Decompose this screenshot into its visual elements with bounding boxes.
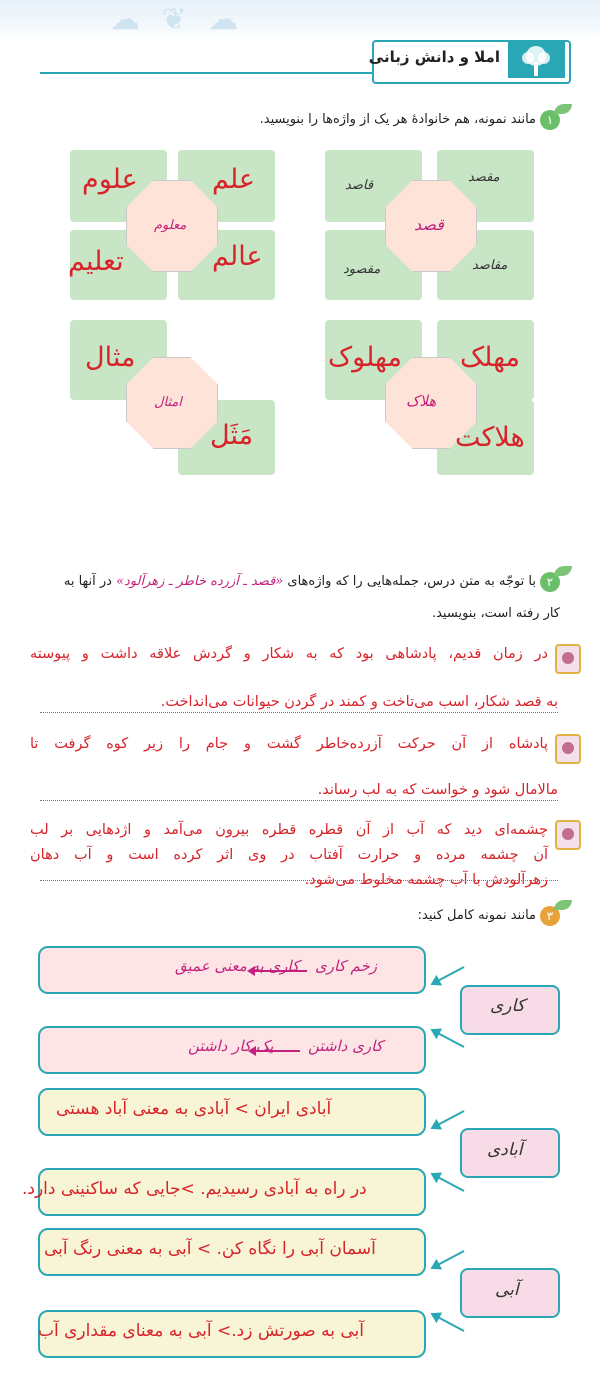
exercise-number: ۱ (540, 110, 560, 130)
key-word: آبادی (487, 1140, 523, 1160)
arrow-icon (432, 1029, 465, 1048)
answer-sentence-line: چشمه‌ای دید که آب از آن قطره قطره بیرون می‌آمد و اژدهایی بر لب (30, 822, 548, 838)
center-word: معلوم (154, 218, 187, 233)
word-text: مقصد (468, 170, 500, 185)
answer-word: علم (212, 164, 256, 195)
bullet-icon (555, 644, 581, 674)
arrow-icon (432, 1173, 465, 1192)
answer-text: آبی به صورتش زد.> آبی به معنای مقداری آب (38, 1321, 364, 1341)
quoted-words: «قصد ـ آزرده خاطر ـ زهرآلود» (116, 574, 284, 589)
answer-sentence-line: آن چشمه مرده و حرارت آفتاب در وی اثر کرده است و آب دهان (30, 847, 548, 863)
answer-word: تعلیم (68, 246, 124, 277)
center-word: قصد (414, 215, 444, 234)
answer-sentence-line: زهرآلودش با آب چشمه مخلوط می‌شود. (304, 872, 548, 888)
center-word: امثال (154, 395, 182, 410)
example-word: زخم کاری (315, 957, 377, 975)
answer-word: مهلوک (328, 342, 402, 373)
exercise2-instruction (36, 574, 536, 589)
answer-sentence-line: به قصد شکار، اسب می‌تاخت و کمند در گردن حیوانات می‌انداخت. (160, 694, 558, 710)
answer-sentence-line: در زمان قدیم، پادشاهی بود که به شکار و گردش علاقه داشت و پیوسته (30, 646, 548, 662)
word-text: مقصود (343, 262, 381, 277)
answer-word: هلاکت (455, 422, 525, 453)
arrow-icon (432, 1110, 465, 1129)
bullet-icon (555, 734, 581, 764)
example-word: کاری داشتن (308, 1037, 383, 1055)
arrow-icon (432, 966, 465, 985)
section-title: املا و دانش زبانی (368, 48, 500, 66)
example-meaning: کاری به معنی عمیق (175, 957, 300, 975)
word-text: قاصد (345, 178, 374, 193)
exercise-number: ۳ (540, 906, 560, 926)
arrow-icon (432, 1250, 465, 1269)
answer-sentence-line: پادشاه از آن حرکت آزرده‌خاطر گشت و جام را زیر کوه گرفت تا (30, 736, 548, 752)
example-meaning: یک کار داشتن (188, 1037, 274, 1055)
answer-text: آبادی ایران > آبادی به معنی آباد هستی (56, 1099, 332, 1119)
leaf-icon (554, 566, 572, 576)
instruction-text: در آنها به (63, 574, 112, 589)
answer-word: مثال (85, 342, 136, 373)
exercise1-instruction: مانند نمونه، هم خانوادهٔ هر یک از واژه‌ها را بنویسید. (259, 112, 536, 127)
leaf-icon (554, 900, 572, 910)
center-word: هلاک (406, 392, 437, 410)
answer-word: علوم (82, 164, 138, 195)
answer-word: عالم (212, 241, 263, 272)
exercise2-instruction-line2: کار رفته است، بنویسید. (431, 606, 560, 621)
dotted-line (40, 800, 558, 801)
tree-icon (508, 42, 565, 78)
leaf-icon (554, 104, 572, 114)
instruction-text: با توجّه به متن درس، جمله‌هایی را که واژه‌های (287, 574, 536, 589)
top-decorative-strip (0, 0, 600, 40)
dotted-line (40, 880, 558, 881)
answer-word: مهلک (460, 342, 521, 373)
decorative-pattern: ☁ ❦ ☁ (110, 2, 245, 37)
exercise3-instruction: مانند نمونه کامل کنید: (417, 908, 536, 923)
answer-text: در راه به آبادی رسیدیم. >جایی که ساکنینی دارد. (22, 1179, 367, 1199)
exercise-number: ۲ (540, 572, 560, 592)
key-word: آبی (495, 1280, 519, 1300)
bullet-icon (555, 820, 581, 850)
dotted-line (40, 712, 558, 713)
word-text: مقاصد (472, 258, 508, 273)
answer-word: مَثَل (210, 420, 254, 451)
arrow-icon (432, 1313, 465, 1332)
answer-text: آسمان آبی را نگاه کن. > آبی به معنی رنگ آبی (44, 1239, 376, 1259)
answer-sentence-line: مالامال شود و خواست که به لب رساند. (317, 782, 558, 798)
key-word: کاری (490, 996, 525, 1016)
